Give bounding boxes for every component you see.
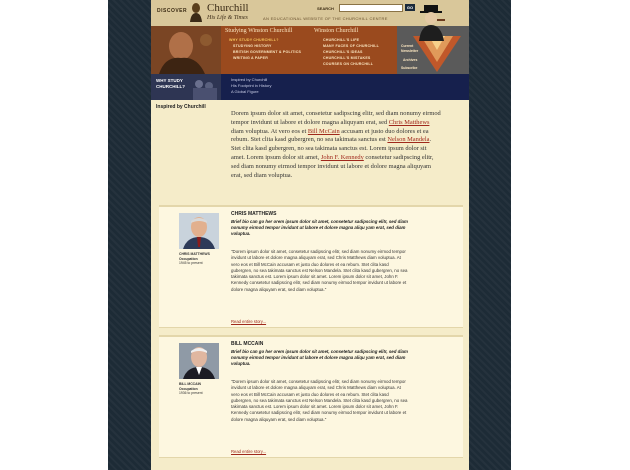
caption-name: BILL MCCAIN	[179, 382, 201, 386]
churchill-bust-icon	[189, 2, 203, 22]
nav-item-studying-history[interactable]: STUDYING HISTORY	[233, 44, 272, 48]
nav-item-courses[interactable]: COURSES ON CHURCHILL	[323, 62, 374, 66]
avatar	[179, 213, 219, 249]
profile-caption	[179, 382, 203, 396]
nav-item-many-faces[interactable]: MANY FACES OF CHURCHILL	[323, 44, 380, 48]
sub-link-global-figure[interactable]: A Global Figure	[231, 89, 259, 94]
intro-text-1: Dorem ipsum dolor sit amet, consetetur sadipscing elitr, sed diam nonumy eirmod tempor invidunt ut labore et dolore magna aliquyam erat, sed	[231, 110, 441, 126]
caption-years: 1945 to present	[179, 261, 203, 265]
link-chris-matthews[interactable]: Chris Matthews	[388, 118, 430, 126]
chris-matthews-photo	[179, 213, 219, 249]
avatar	[179, 343, 219, 379]
intro-text-4: . Stet clita kasd gubergren, no sea takimata sanctus est. Lorem ipsum dolor sit amet. Lorem ipsum dolor sit amet,	[231, 136, 432, 161]
nav-col1-title[interactable]: Studying Winston Churchill	[225, 28, 293, 34]
intro-text-3: accusam et justo duo dolores et ea rebum. Stet clita kasd gubergren, no sea takimata sanctus est	[231, 127, 429, 144]
profile-quote: "Dorem ipsum dolor sit amet, consetetur sadipscing elitr, sed diam nonumy eirmod tempor invidunt ut labore et dolore magna aliquyam erat, sed Chris Matthews diam voluptua. At vero eos et Bill McCain accusam et justo duo dolores et ea rebum. Stet clita kasd gubergren, no sea takimata sanctus est Nelson Mandela. Stet clita kasd gubergren, no sea takimata sanctus est. Lorem ipsum dolor sit amet. Lorem ipsum dolor sit amet, John F. Kennedy consetetur sadipscing elitr, sed diam nonumy eirmod tempor invidunt ut labore et dolore magna aliquyam erat, sed diam voluptua."	[231, 249, 408, 292]
nav-item-why-study[interactable]: WHY STUDY CHURCHILL?	[229, 38, 279, 42]
profile-quote: "Dorem ipsum dolor sit amet, consetetur sadipscing elitr, sed diam nonumy eirmod tempor invidunt ut labore et dolore magna aliquyam erat, sed Chris Matthews diam voluptua. At vero eos et Bill McCain accusam et justo duo dolores et ea rebum. Stet clita kasd gubergren, no sea takimata sanctus est Nelson Mandela. Stet clita kasd gubergren, no sea takimata sanctus est. Lorem ipsum dolor sit amet. Lorem ipsum dolor sit amet, John F. Kennedy consetetur sadipscing elitr, sed diam nonumy eirmod tempor invidunt ut labore et dolore magna aliquyam erat, sed diam voluptua."	[231, 379, 408, 422]
caption-role: Occupation	[179, 386, 198, 391]
profile-bio: Brief bio can go her orem ipsum dolor sit amet, consetetur sadipscing elitr, sed diam nonumy eirmod tempor invidunt ut labore et dolore magna aliqu yam erat, sed diam voluptua.	[231, 219, 408, 236]
side-link-archives[interactable]: Archives	[403, 58, 418, 62]
profile-name: BILL MCCAIN	[231, 341, 264, 347]
nav-item-churchills-ideas[interactable]: CHURCHILL'S IDEAS	[323, 50, 363, 54]
site-logo[interactable]: Churchill	[207, 2, 249, 14]
site-tagline: His Life & Times	[207, 15, 248, 21]
caption-name: CHRIS MATTHEWS	[179, 252, 210, 256]
link-john-f-kennedy[interactable]: John F. Kennedy	[320, 153, 364, 161]
intro-text-2: diam voluptua. At vero eos et	[231, 127, 307, 135]
sub-nav-title-line1: WHY STUDY	[156, 78, 183, 83]
profile-bio: Brief bio can go her orem ipsum dolor sit amet, consetetur sadipscing elitr, sed diam nonumy eirmod tempor invidunt ut labore et dolore magna aliqu yam erat, sed diam voluptua.	[231, 349, 408, 366]
churchill-portrait-image	[151, 26, 221, 74]
sub-link-inspired[interactable]: Inspired by Churchill	[231, 77, 268, 82]
nav-item-churchills-mistakes[interactable]: CHURCHILL'S MISTAKES	[323, 56, 371, 60]
search-label: SEARCH	[317, 6, 334, 11]
link-bill-mccain[interactable]: Bill McCain	[307, 127, 340, 135]
side-link-newsletter[interactable]: Current Newsletter	[401, 44, 419, 53]
nav-col2-title[interactable]: Winston Churchill	[314, 28, 359, 34]
bill-mccain-photo	[179, 343, 219, 379]
portrait-illustration	[151, 26, 221, 74]
read-more-link[interactable]: Read entire story...	[231, 449, 267, 454]
sub-nav-title	[156, 78, 185, 90]
side-link-subscribe[interactable]: Subscribe	[401, 66, 418, 70]
profile-name: CHRIS MATTHEWS	[231, 211, 277, 217]
nav-item-churchills-life[interactable]: CHURCHILL'S LIFE	[323, 38, 360, 42]
nav-item-writing-paper[interactable]: WRITING A PAPER	[233, 56, 269, 60]
churchill-figure-icon	[417, 3, 447, 41]
site-tagline-sub: AN EDUCATIONAL WEBSITE OF THE CHURCHILL CENTRE	[263, 16, 388, 21]
intro-paragraph	[231, 110, 441, 180]
intro-text-5: consetetur sadipscing elitr, sed diam nonumy eirmod tempor invidunt ut labore et dolore magna aliquyam erat, sed diam voluptua.	[231, 153, 434, 179]
profile-card-chris-matthews	[159, 205, 463, 328]
search-input[interactable]	[339, 4, 403, 12]
sub-link-footprint[interactable]: His Footprint in History	[231, 83, 272, 88]
discover-label: DISCOVER	[157, 8, 188, 14]
nav-item-british-government[interactable]: BRITISH GOVERNMENT & POLITICS	[233, 50, 302, 54]
read-more-link[interactable]: Read entire story...	[231, 319, 267, 324]
sub-nav-title-line2: CHURCHILL?	[156, 84, 185, 89]
page-title: Inspired by Churchill	[156, 104, 206, 110]
profile-card-bill-mccain	[159, 335, 463, 458]
link-nelson-mandela[interactable]: Nelson Mandela	[387, 136, 430, 144]
page	[151, 0, 469, 470]
caption-role: Occupation	[179, 256, 198, 261]
caption-years: 1936 to present	[179, 391, 203, 395]
search-go-button[interactable]: GO	[406, 5, 414, 10]
profile-caption	[179, 252, 210, 266]
v-emblem-icon	[413, 36, 461, 72]
